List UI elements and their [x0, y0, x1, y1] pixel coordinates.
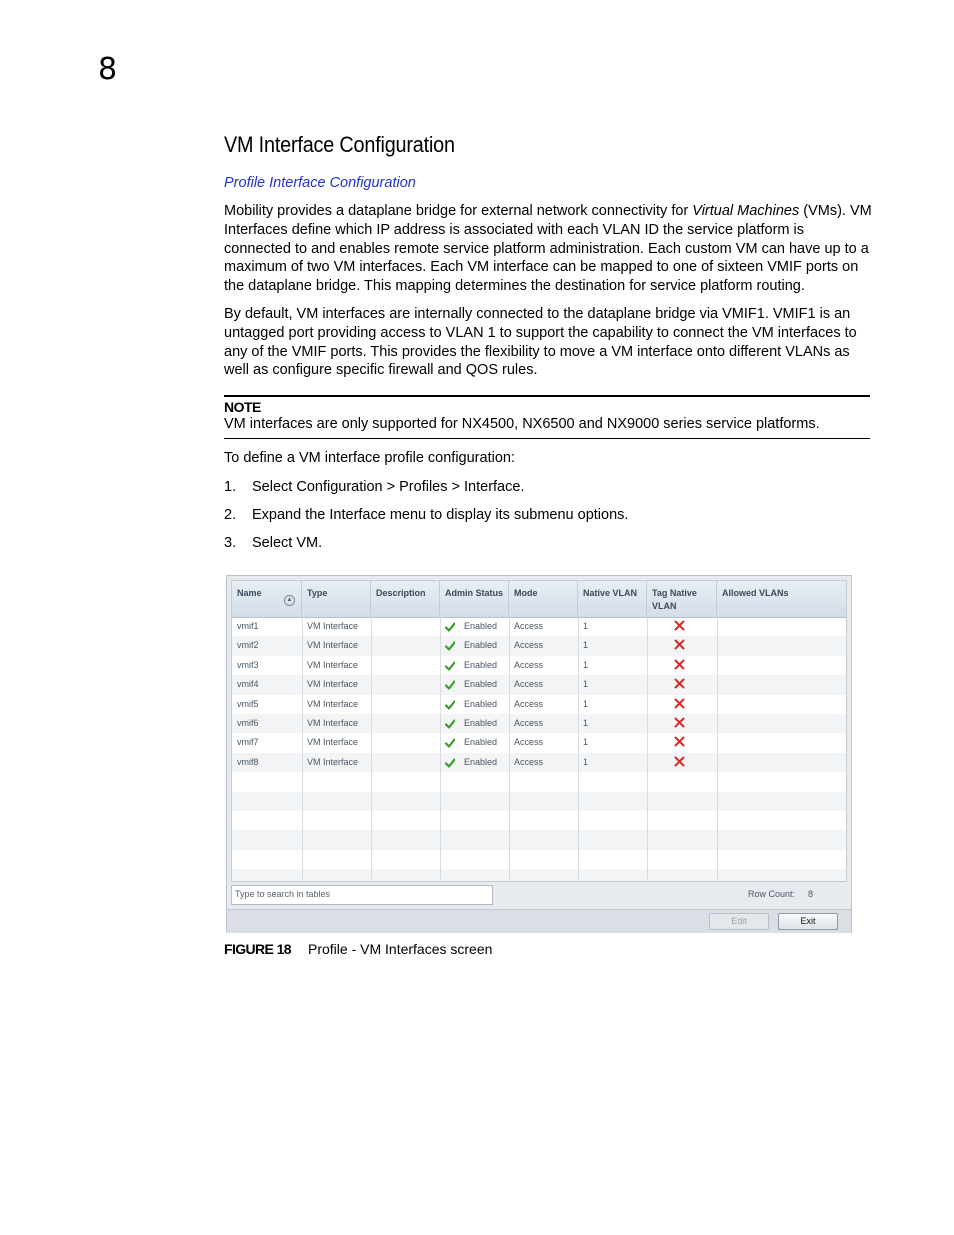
cell-admin-status: Enabled: [440, 733, 509, 752]
cell-description: [371, 636, 440, 655]
check-icon: [445, 719, 455, 729]
cell-description: [371, 733, 440, 752]
cell-name: vmif3: [237, 659, 259, 670]
edit-button[interactable]: Edit: [709, 913, 769, 930]
figure-caption: [224, 941, 492, 957]
cell-tag-native-vlan: [647, 733, 717, 752]
profile-interface-link[interactable]: Profile Interface Configuration: [224, 175, 416, 191]
col-allowed-vlans-header[interactable]: Allowed VLANs: [722, 588, 789, 598]
cell-allowed-vlans: [717, 636, 847, 655]
cell-description: [371, 714, 440, 733]
cell-native-vlan: 1: [583, 640, 589, 651]
empty-table-row: [232, 811, 847, 830]
empty-table-row: [232, 772, 847, 791]
check-icon: [445, 622, 455, 632]
column-divider: [371, 617, 372, 882]
col-type-header[interactable]: Type: [302, 581, 371, 617]
cell-mode: Access: [514, 640, 544, 651]
empty-table-row: [232, 869, 847, 882]
cross-icon: [674, 717, 685, 728]
ui-vm: VM.: [296, 535, 323, 551]
cell-native-vlan: 1: [583, 679, 589, 690]
cell-tag-native-vlan: [647, 636, 717, 655]
cell-admin-status: Enabled: [440, 656, 509, 675]
step-1: 1. Select Configuration > Profiles > Interface.: [224, 479, 525, 495]
step-3: 3. Select VM.: [224, 535, 323, 551]
step-2: 2. Expand the Interface menu to display its submenu options.: [224, 507, 629, 523]
cell-description: [371, 675, 440, 694]
row-count-value: 8: [808, 889, 814, 899]
vm-interfaces-screenshot: [226, 575, 852, 933]
cell-native-vlan: 1: [583, 737, 589, 748]
cell-allowed-vlans: [717, 656, 847, 675]
ui-profiles: Profiles: [399, 479, 448, 495]
cell-allowed-vlans: [717, 617, 847, 636]
col-description-header[interactable]: Description: [371, 581, 440, 617]
cross-icon: [674, 639, 685, 650]
cell-mode: Access: [514, 659, 544, 670]
cell-tag-native-vlan: [647, 695, 717, 714]
empty-table-row: [232, 830, 847, 849]
cell-mode: Access: [514, 621, 544, 631]
col-native-vlan-header[interactable]: Native VLAN: [578, 581, 647, 617]
note-text: VM interfaces are only supported for NX4500, NX6500 and NX9000 series service platforms.: [224, 416, 820, 432]
cell-allowed-vlans: [717, 695, 847, 714]
table-row[interactable]: [232, 733, 847, 752]
column-divider: [647, 617, 648, 882]
cell-tag-native-vlan: [647, 714, 717, 733]
col-tag-native-vlan-header[interactable]: Tag Native VLAN: [647, 581, 717, 617]
note-rule-bottom: [224, 438, 870, 439]
cell-mode: Access: [514, 698, 544, 709]
cross-icon: [674, 698, 685, 709]
cell-mode: Access: [514, 756, 544, 767]
sort-icon[interactable]: ▲: [284, 595, 295, 606]
cell-type: VM Interface: [307, 698, 359, 709]
cell-type: VM Interface: [307, 640, 359, 651]
cross-icon: [674, 678, 685, 689]
cell-type: VM Interface: [307, 659, 359, 670]
cell-type: VM Interface: [307, 679, 359, 690]
paragraph-default: By default, VM interfaces are internally connected to the dataplane bridge via VMIF1. VMIF1 is an untagged port providing access to VLAN 1 to support the capability to connect the VM interfaces to any of the VMIF ports. This provides the flexibility to move a VM interface onto different VLANs as well as configure specific firewall and QOS rules.: [224, 306, 857, 379]
table-row[interactable]: [232, 714, 847, 733]
cell-native-vlan: 1: [583, 718, 589, 728]
col-mode-header[interactable]: Mode: [509, 581, 578, 617]
cross-icon: [674, 756, 685, 767]
button-bar: [227, 909, 851, 933]
cell-allowed-vlans: [717, 733, 847, 752]
table-row[interactable]: [232, 675, 847, 694]
cell-native-vlan: 1: [583, 621, 589, 631]
col-admin-status-header[interactable]: Admin Status: [440, 581, 509, 617]
cell-description: [371, 695, 440, 714]
note-rule-top: [224, 395, 870, 397]
cell-name: vmif7: [237, 737, 259, 748]
note-label: NOTE: [224, 399, 261, 415]
table-row[interactable]: [232, 753, 847, 772]
cell-mode: Access: [514, 737, 544, 748]
ui-interface: Interface: [464, 479, 521, 495]
table-row[interactable]: [232, 695, 847, 714]
cell-admin-status: Enabled: [440, 753, 509, 772]
cross-icon: [674, 659, 685, 670]
empty-table-row: [232, 792, 847, 811]
cell-allowed-vlans: [717, 714, 847, 733]
cell-tag-native-vlan: [647, 656, 717, 675]
figure-title: Profile - VM Interfaces screen: [308, 941, 493, 957]
cell-type: VM Interface: [307, 737, 359, 748]
cell-tag-native-vlan: [647, 617, 717, 636]
cell-tag-native-vlan: [647, 675, 717, 694]
cell-mode: Access: [514, 679, 544, 690]
check-icon: [445, 641, 455, 651]
cell-name: vmif1: [237, 621, 259, 631]
cell-allowed-vlans: [717, 753, 847, 772]
empty-table-row: [232, 850, 847, 869]
table-search-input[interactable]: Type to search in tables: [231, 885, 493, 905]
cell-type: VM Interface: [307, 621, 359, 631]
column-divider: [578, 617, 579, 882]
cell-type: VM Interface: [307, 756, 359, 767]
cell-allowed-vlans: [717, 675, 847, 694]
ui-configuration: Configuration: [296, 479, 383, 495]
cell-description: [371, 753, 440, 772]
column-divider: [717, 617, 718, 882]
check-icon: [445, 738, 455, 748]
paragraph-intro: Mobility provides a dataplane bridge for external network connectivity for Virtual Machines (VMs). VM Interfaces define which IP address is associated with each VLAN ID the service platform is connected to and enables remote service platform administration. Each custom VM can have up to a maximum of two VM interfaces. Each VM interface can be mapped to one of sixteen VMIF ports on the dataplane bridge. This mapping determines the destination for service platform routing.: [224, 203, 872, 295]
cell-tag-native-vlan: [647, 753, 717, 772]
check-icon: [445, 758, 455, 768]
cell-name: vmif8: [237, 756, 259, 767]
table-header: [232, 581, 847, 618]
cell-name: vmif6: [237, 718, 259, 728]
table-row[interactable]: [232, 656, 847, 675]
cell-type: VM Interface: [307, 718, 359, 728]
cell-admin-status: Enabled: [440, 714, 509, 733]
cell-native-vlan: 1: [583, 659, 589, 670]
column-divider: [302, 617, 303, 882]
cell-mode: Access: [514, 718, 544, 728]
table-row[interactable]: [232, 617, 847, 636]
column-divider: [509, 617, 510, 882]
cell-native-vlan: 1: [583, 756, 589, 767]
cell-admin-status: Enabled: [440, 617, 509, 636]
cell-native-vlan: 1: [583, 698, 589, 709]
column-divider: [440, 617, 441, 882]
cell-name: vmif5: [237, 698, 259, 709]
row-count-label: Row Count:: [748, 889, 796, 899]
cell-admin-status: Enabled: [440, 695, 509, 714]
exit-button[interactable]: Exit: [778, 913, 838, 930]
section-title: VM Interface Configuration: [224, 132, 455, 157]
check-icon: [445, 700, 455, 710]
table-row[interactable]: [232, 636, 847, 655]
cross-icon: [674, 736, 685, 747]
col-name-header[interactable]: Name ▲: [232, 581, 302, 617]
cell-admin-status: Enabled: [440, 675, 509, 694]
chapter-number: 8: [98, 52, 118, 87]
check-icon: [445, 680, 455, 690]
cell-admin-status: Enabled: [440, 636, 509, 655]
cell-name: vmif2: [237, 640, 259, 651]
procedure-intro: To define a VM interface profile configuration:: [224, 450, 515, 466]
cell-description: [371, 656, 440, 675]
figure-label: FIGURE 18: [224, 941, 291, 957]
vm-interfaces-table: [231, 580, 847, 882]
cell-description: [371, 617, 440, 636]
check-icon: [445, 661, 455, 671]
cross-icon: [674, 620, 685, 631]
cell-name: vmif4: [237, 679, 259, 690]
